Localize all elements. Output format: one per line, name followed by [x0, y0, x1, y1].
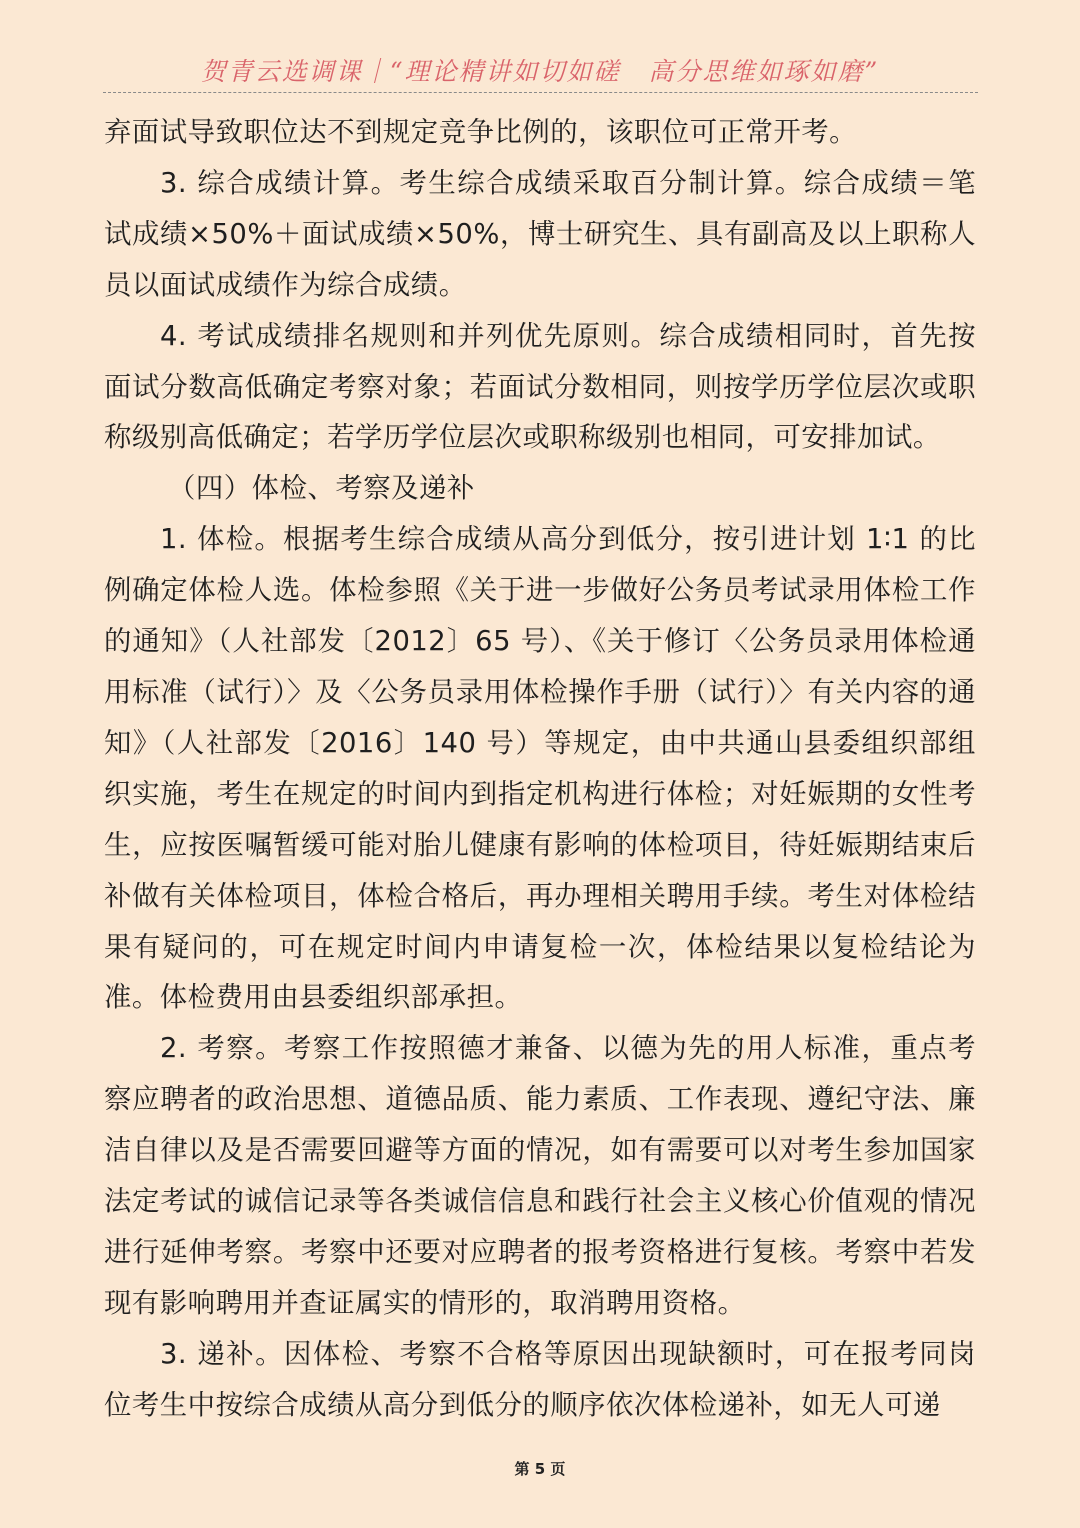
paragraph-continuation: 弃面试导致职位达不到规定竞争比例的，该职位可正常开考。 — [104, 117, 858, 148]
section-heading-medical-check: （四）体检、考察及递补 — [168, 473, 475, 505]
header-slogan-part2: 高分思维如琢如磨” — [648, 57, 880, 86]
header-divider — [103, 92, 978, 93]
page-number: 第 5 页 — [514, 1460, 566, 1478]
document-body — [104, 108, 976, 1432]
paragraph-score-calculation: 3. 综合成绩计算。考生综合成绩采取百分制计算。综合成绩＝笔试成绩×50%＋面试成绩×50%，博士研究生、具有副高及以上职称人员以面试成绩作为综合成绩。 — [104, 167, 976, 301]
header-brand: 贺青云选调课｜ — [200, 57, 390, 86]
page-header — [0, 52, 1080, 88]
paragraph-replacement: 3. 递补。因体检、考察不合格等原因出现缺额时，可在报考同岗位考生中按综合成绩从高分到低分的顺序依次体检递补，如无人可递 — [104, 1338, 976, 1421]
header-slogan-part1: “理论精讲如切如磋 — [389, 57, 621, 86]
paragraph-inspection: 2. 考察。考察工作按照德才兼备、以德为先的用人标准，重点考察应聘者的政治思想、道德品质、能力素质、工作表现、遵纪守法、廉洁自律以及是否需要回避等方面的情况，如有需要可以对考生参加国家法定考试的诚信记录等各类诚信信息和践行社会主义核心价值观的情况进行延伸考察。考察中还要对应聘者的报考资格进行复核。考察中若发现有影响聘用并查证属实的情形的，取消聘用资格。 — [104, 1033, 976, 1319]
paragraph-ranking-rules: 4. 考试成绩排名规则和并列优先原则。综合成绩相同时，首先按面试分数高低确定考察对象；若面试分数相同，则按学历学位层次或职称级别高低确定；若学历学位层次或职称级别也相同，可安排加试。 — [104, 320, 976, 454]
paragraph-medical-check: 1. 体检。根据考生综合成绩从高分到低分，按引进计划 1∶1 的比例确定体检人选。体检参照《关于进一步做好公务员考试录用体检工作的通知》（人社部发〔2012〕65 号）、《关于修订〈公务员录用体检通用标准（试行）〉及〈公务员录用体检操作手册（试行）〉有关内容的通知》（人社部发〔2016〕140 号）等规定，由中共通山县委组织部组织实施，考生在规定的时间内到指定机构进行体检；对妊娠期的女性考生，应按医嘱暂缓可能对胎儿健康有影响的体检项目，待妊娠期结束后补做有关体检项目，体检合格后，再办理相关聘用手续。考生对体检结果有疑问的，可在规定时间内申请复检一次，体检结果以复检结论为准。体检费用由县委组织部承担。 — [104, 524, 976, 1014]
